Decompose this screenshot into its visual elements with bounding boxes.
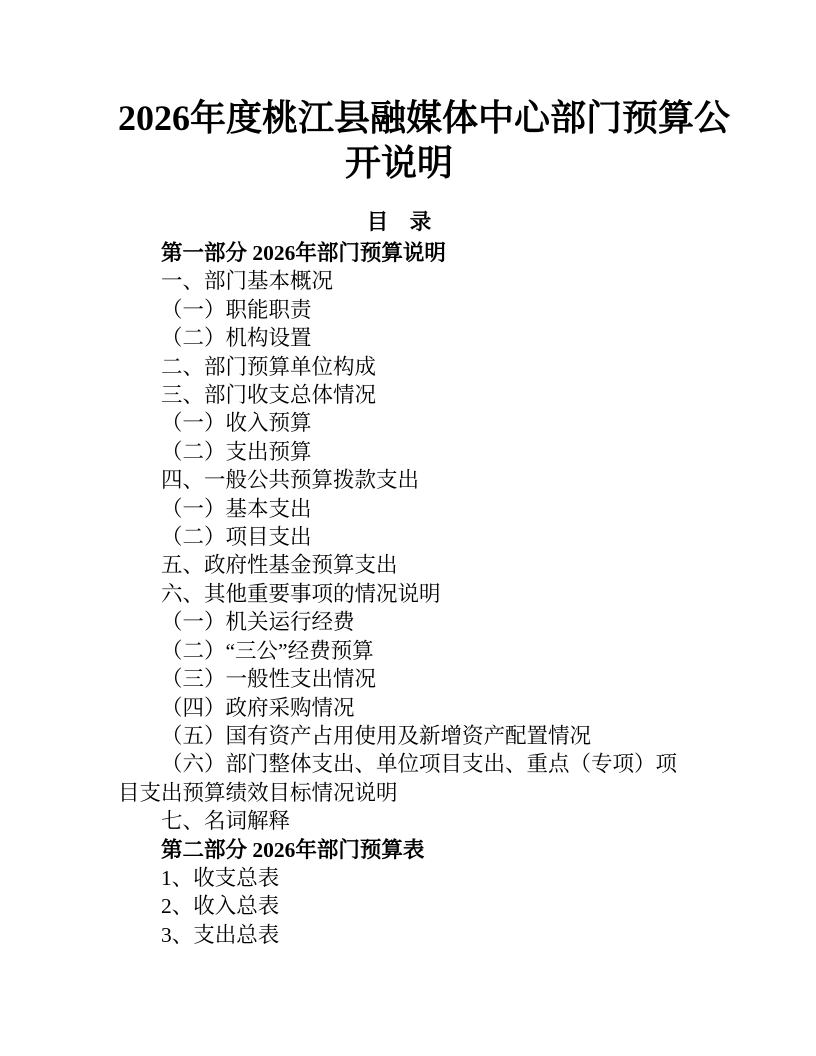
toc-entry: （三）一般性支出情况 bbox=[161, 667, 377, 692]
toc-heading: 目 录 bbox=[366, 210, 432, 234]
toc-entry: （五）国有资产占用使用及新增资产配置情况 bbox=[161, 723, 592, 748]
toc-entry: （一）基本支出 bbox=[161, 496, 312, 521]
toc-part1-heading: 第一部分 2026年部门预算说明 bbox=[161, 241, 446, 265]
toc-entry: （一）机关运行经费 bbox=[161, 610, 355, 635]
toc-entry: （一）职能职责 bbox=[161, 297, 312, 322]
document-title bbox=[118, 96, 731, 186]
document-title-line-2: 开说明 bbox=[344, 143, 453, 183]
toc-entry: 一、部门基本概况 bbox=[161, 269, 334, 294]
toc-entry: 六、其他重要事项的情况说明 bbox=[161, 581, 441, 606]
toc-part2-heading: 第二部分 2026年部门预算表 bbox=[161, 837, 425, 862]
toc-entry: 五、政府性基金预算支出 bbox=[161, 553, 398, 578]
toc-entry: （二）项目支出 bbox=[161, 525, 312, 550]
toc-entry: （二）“三公”经费预算 bbox=[161, 638, 374, 663]
toc-entry: 2、收入总表 bbox=[161, 894, 280, 919]
document-title-line-1: 2026年度桃江县融媒体中心部门预算公 bbox=[118, 98, 731, 138]
toc-entry: 四、一般公共预算拨款支出 bbox=[161, 468, 420, 493]
table-of-contents bbox=[118, 239, 680, 949]
toc-entry: （二）支出预算 bbox=[161, 439, 312, 464]
toc-entry: （二）机构设置 bbox=[161, 326, 312, 351]
toc-entry: （六）部门整体支出、单位项目支出、重点（专项）项目支出预算绩效目标情况说明 bbox=[118, 752, 678, 805]
toc-entry: 1、收支总表 bbox=[161, 865, 280, 890]
toc-entry: （四）政府采购情况 bbox=[161, 695, 355, 720]
toc-entry: 二、部门预算单位构成 bbox=[161, 354, 377, 379]
toc-entry: （一）收入预算 bbox=[161, 411, 312, 436]
toc-entry: 七、名词解释 bbox=[161, 809, 291, 834]
toc-entry: 3、支出总表 bbox=[161, 922, 280, 947]
toc-entry: 三、部门收支总体情况 bbox=[161, 383, 377, 408]
